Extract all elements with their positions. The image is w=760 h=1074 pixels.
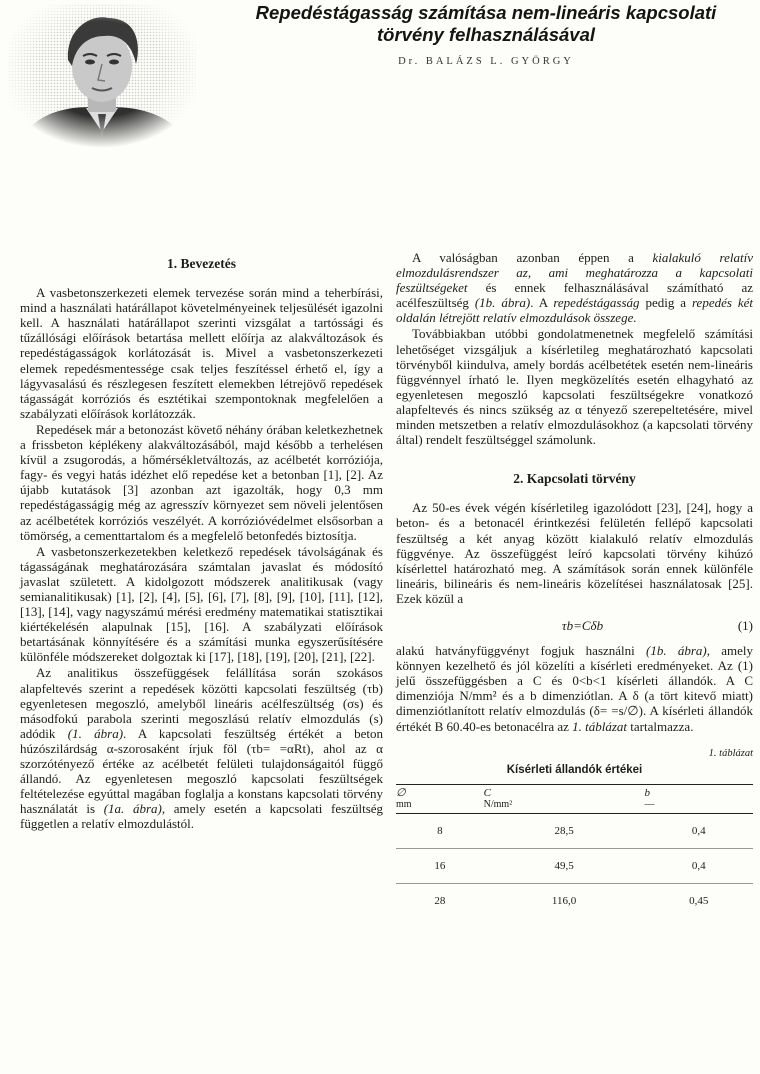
figure-reference: (1. ábra): [67, 725, 124, 741]
article-title-line1: Repedéstágasság számítása nem-lineáris kapcsolati: [255, 2, 717, 23]
table-cell: 28,5: [554, 824, 574, 837]
paragraph: Az 50-es évek végén kísérletileg igazolódott [23], [24], hogy a beton- és a betonacél érintkezési felületén fellépő kapcsolati feszültség a két anyag között kialakuló relatív elmozdulás függvénye. Az összefüggést leíró kapcsolati törvény kihúzó kísérlettel határozható meg. A számítások során ennek különféle lineáris, bilineáris és nem-lineáris közelítései használatosak [25]. Ezek közül a: [396, 500, 753, 606]
table-cell: 49,5: [554, 859, 574, 872]
paragraph: A vasbetonszerkezeti elemek tervezése során mind a teherbírási, mind a használati határállapot követelményeinek teljesülését igazolni kell. A használati határállapot szerinti vizsgálat a tartóssági és tűzállósági előírások betartása mellett előírja az alakváltozások és repedéstágasságok korlátozását is. Mivel a vasbetonszerkezeti elemek repedésmentessége csak teljes feszítéssel érhető el, így a lágyvasalású és részlegesen feszített elemekben létrejövő repedések tágasságát korróziós és esztétikai szempontoknak megfelelően a szabályzati előírások korlátozzák.: [20, 285, 383, 421]
figure-reference: (1b. ábra): [646, 643, 707, 659]
author-portrait: [8, 4, 196, 148]
paragraph: A vasbetonszerkezetekben keletkező repedések távolságának és tágasságának meghatározására számtalan javaslat és módosító javaslat született. A kidolgozott módszerek analitikusak (vagy semianalitikusak) [1], [2], [4], [5], [6], [7], [8], [9], [10], [11], [12], [13], [14], vagy nagyszámú mérési eredmény matematikai statisztikai kiértékelésén alapulnak [15], [16]. A szabályzati előírások betartásának könnyítésére és a számítási munka egyszerűsítésére különféle módszereket dolgoztak ki [17], [18], [19], [20], [21], [22].: [20, 543, 383, 665]
table-cell: 0,45: [689, 894, 709, 907]
table-cell: 0,4: [691, 824, 706, 837]
table-cell: 28: [434, 894, 446, 907]
paragraph: Továbbiakban utóbbi gondolatmenetnek megfelelő számítási lehetőséget vizsgáljuk a kísérletileg meghatározható kapcsolati törvényből kiindulva, amely bordás acélbetétek esetén nem-lineáris függvénnyel írható le. Ilyen megközelítés esetén elhagyható az egyenletesen megoszló kapcsolati feszültségekre vonatkozó alapfeltevés és nincs szükség az α tényező szerepeltetésére, mivel minden metszetben a relatív elmozdulásokhoz (a kapcsolati törvény által) rendelt feszültséggel számolunk.: [396, 326, 753, 448]
table-reference: 1. táblázat: [572, 718, 628, 734]
right-column: [396, 250, 753, 918]
table-header-b: b —: [644, 786, 655, 810]
table-row: [396, 813, 753, 848]
table-cell: 116,0: [551, 894, 577, 907]
left-column: [20, 250, 383, 831]
constants-table: [396, 784, 753, 918]
section-heading-introduction: 1. Bevezetés: [167, 256, 236, 271]
paragraph: A valóságban azonban éppen a kialakuló relatív elmozdulásrendszer az, ami meghatározza a kapcsolati feszültségeket és ennek felhasználásával számítható az acélfeszültség (1b. ábra). A repedéstágasság pedig a repedés két oldalán létrejött relatív elmozdulások összege.: [396, 250, 753, 326]
equation-formula: τb=Cδb: [561, 617, 604, 633]
table-cell: 0,4: [691, 859, 706, 872]
equation-number: (1): [737, 617, 753, 633]
figure-reference: (1b. ábra): [474, 295, 531, 311]
article-title-line2: törvény felhasználásával: [377, 24, 595, 45]
table-cell: 8: [437, 824, 443, 837]
table-row: [396, 883, 753, 918]
article-title: [216, 2, 756, 46]
paragraph: alakú hatványfüggvényt fogjuk használni (1b. ábra), amely könnyen kezelhető és jól közelíti a kísérleti eredményeket. Az (1) jelű összefüggésben a C és 0<b<1 kísérleti állandók. A C dimenziója N/mm² és a b dimenziótlan. A δ (a tört kitevő miatt) dimenziótlanított relatív elmozdulás (δ= =s/∅). A kísérleti állandók értékét B 60.40-es betonacélra az 1. táblázat tartalmazza.: [396, 643, 754, 734]
table-caption: Kísérleti állandók értékei: [506, 763, 643, 776]
author-name: Dr. BALÁZS L. GYÖRGY: [398, 56, 574, 67]
paragraph: Repedések már a betonozást követő néhány órában keletkezhetnek a frissbeton képlékeny alakváltozásából, majd később a terhelésen kívül a zsugorodás, a hőmérsékletváltozás, az acélbetét korróziója, fagy- és vegyi hatás idézhet elő repedése ket a betonban [1], [2]. Az újabb kutatások [3] azonban azt igazolták, hogy 0,3 mm repedéstágasságig még az agresszív környezet sem növeli jelentősen az acélbetétek korróziós veszélyét. A korrózióvédelmet elsősorban a tömörség, a cementtartalom és a megfelelő betonfedés biztosítja.: [20, 421, 383, 543]
table-row: [396, 848, 753, 883]
figure-reference: (1a. ábra): [103, 801, 162, 817]
table-header-row: [396, 784, 753, 813]
table-header-diameter: ∅ mm: [396, 786, 412, 810]
equation-1: [396, 618, 753, 633]
table-label: 1. táblázat: [708, 747, 753, 759]
table-header-c: C N/mm²: [483, 786, 513, 810]
section-heading-bond-law: 2. Kapcsolati törvény: [513, 471, 636, 487]
table-cell: 16: [434, 859, 446, 872]
paragraph: Az analitikus összefüggések felállítása során szokásos alapfeltevés szerint a repedések közötti kapcsolati feszültség (τb) egyenletesen megoszló, amelyből lineáris acélfeszültség (σs) és másodfokú parabola szerinti megoszlású relatív elmozdulás (s) adódik (1. ábra). A kapcsolati feszültség értékét a beton húzószilárdság α-szorosaként írjuk föl (τb= =αRt), ahol az α szorzótényező értéke az acélbetét felületi tulajdonságaitól függő állandó. Az egyenletesen megoszló kapcsolati feszültségek feltételezése egyúttal magában foglalja a konstans kapcsolati törvény használatát is (1a. ábra), amely esetén a kapcsolati feszültség független a relatív elmozdulástól.: [20, 665, 384, 832]
